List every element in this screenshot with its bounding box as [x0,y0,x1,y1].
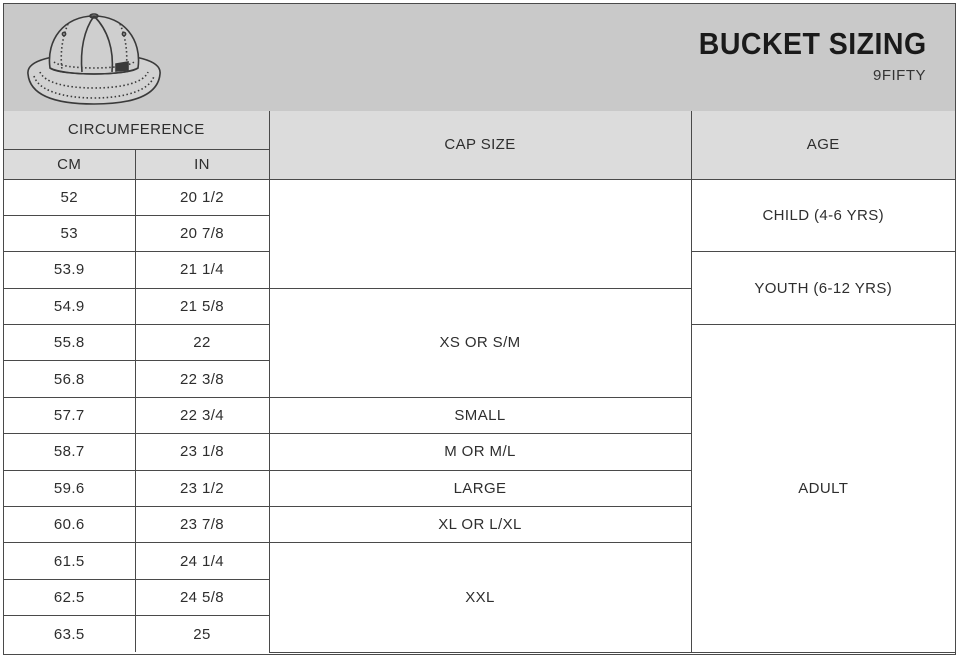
header-cm: CM [4,149,135,179]
cell-age: CHILD (4-6 YRS) [691,179,955,252]
sizing-table [4,111,955,653]
cell-cap-size: SMALL [269,397,691,433]
cell-age: ADULT [691,325,955,653]
cell-cm: 59.6 [4,470,135,506]
cell-cm: 58.7 [4,434,135,470]
cell-in: 23 1/8 [135,434,269,470]
cell-cm: 57.7 [4,397,135,433]
bucket-hat-icon [24,10,164,108]
header-in: IN [135,149,269,179]
cell-cap-size: XL OR L/XL [269,507,691,543]
cell-in: 22 3/4 [135,397,269,433]
cell-cm: 61.5 [4,543,135,579]
header-banner [4,4,955,112]
page-title: BUCKET SIZING [699,26,927,61]
cell-cm: 54.9 [4,288,135,324]
cell-in: 24 1/4 [135,543,269,579]
cell-cm: 52 [4,179,135,215]
cell-cap-size: XS OR S/M [269,288,691,397]
cell-cap-size: M OR M/L [269,434,691,470]
cell-in: 24 5/8 [135,579,269,615]
cell-cap-size: XXL [269,543,691,652]
cell-in: 25 [135,616,269,652]
cell-cm: 62.5 [4,579,135,615]
cell-cm: 55.8 [4,325,135,361]
cell-cm: 63.5 [4,616,135,652]
header-age: AGE [691,111,955,179]
cell-in: 21 1/4 [135,252,269,288]
sizing-chart [3,3,956,655]
cell-cap-size: LARGE [269,470,691,506]
cell-in: 23 7/8 [135,507,269,543]
header-cap-size: CAP SIZE [269,111,691,179]
cell-in: 22 3/8 [135,361,269,397]
table-row [4,179,955,215]
cell-cm: 53.9 [4,252,135,288]
cell-cm: 53 [4,215,135,251]
cell-cap-size [269,179,691,288]
cell-in: 22 [135,325,269,361]
cell-cm: 56.8 [4,361,135,397]
page-subtitle: 9FIFTY [872,67,926,84]
cell-age: YOUTH (6-12 YRS) [691,252,955,325]
cell-in: 21 5/8 [135,288,269,324]
cell-in: 23 1/2 [135,470,269,506]
header-circumference: CIRCUMFERENCE [4,111,269,149]
cell-cm: 60.6 [4,507,135,543]
cell-in: 20 7/8 [135,215,269,251]
cell-in: 20 1/2 [135,179,269,215]
